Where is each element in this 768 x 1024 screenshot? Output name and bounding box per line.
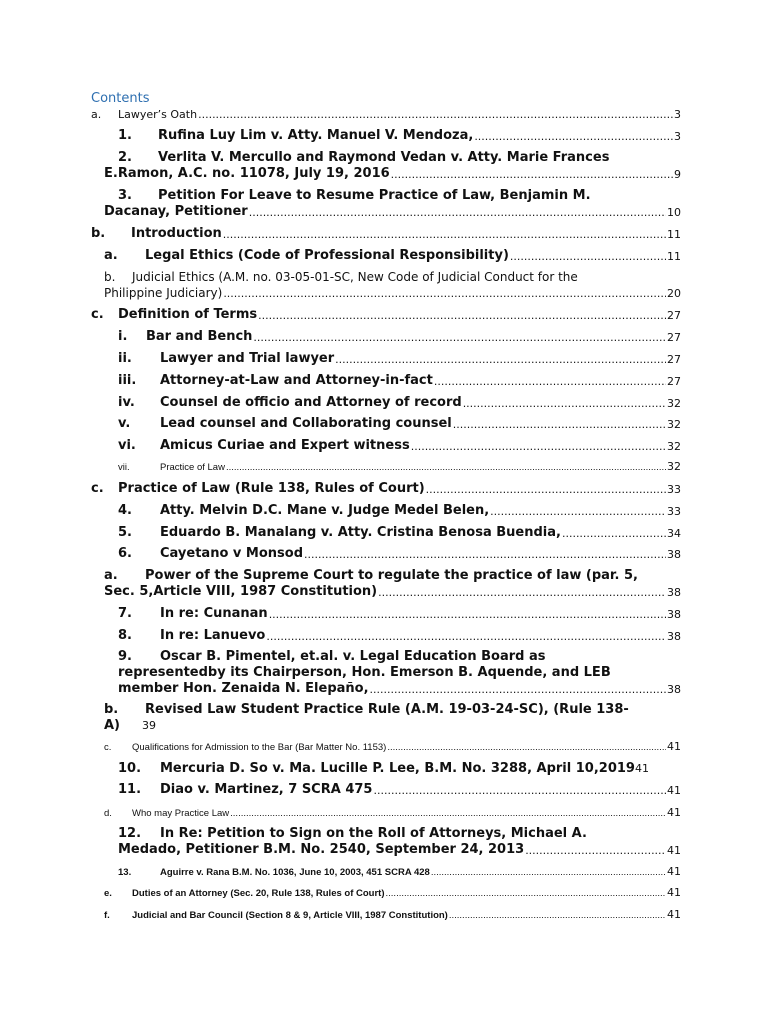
entry-number: a. xyxy=(104,248,118,263)
entry-number: 2. xyxy=(118,150,132,165)
dot-leader xyxy=(266,630,666,643)
entry-title: Definition of Terms xyxy=(118,307,258,322)
dot-leader xyxy=(373,784,666,797)
dot-leader xyxy=(426,483,666,496)
entry-number: i. xyxy=(118,329,128,344)
entry-title: Judicial and Bar Council (Section 8 & 9, Article VIII, 1987 Constitution) xyxy=(132,910,448,921)
entry-page: 34 xyxy=(667,527,681,540)
entry-page: 41 xyxy=(667,740,681,753)
entry-page: 27 xyxy=(667,331,681,344)
entry-page: 32 xyxy=(667,397,681,410)
toc-entry[interactable] xyxy=(118,416,681,431)
entry-number: 7. xyxy=(118,606,132,621)
entry-number: 5. xyxy=(118,525,132,540)
toc-entry-first-line[interactable] xyxy=(104,702,629,717)
entry-page: 41 xyxy=(667,784,681,797)
entry-title: Qualifications for Admission to the Bar (Bar Matter No. 1153) xyxy=(132,742,387,753)
toc-entry[interactable] xyxy=(118,460,681,473)
dot-leader xyxy=(386,888,666,899)
entry-number: c. xyxy=(91,481,104,496)
toc-entry[interactable] xyxy=(104,740,681,753)
toc-entry[interactable] xyxy=(118,842,681,857)
entry-title: Oscar B. Pimentel, et.al. v. Legal Education Board as xyxy=(160,649,546,664)
dot-leader xyxy=(387,742,666,753)
entry-title: Lawyer and Trial lawyer xyxy=(160,351,335,366)
toc-entry[interactable] xyxy=(104,166,681,181)
dot-leader xyxy=(249,206,666,219)
entry-page: 33 xyxy=(667,505,681,518)
entry-title: Aguirre v. Rana B.M. No. 1036, June 10, 2003, 451 SCRA 428 xyxy=(160,867,430,878)
toc-entry[interactable] xyxy=(91,307,681,322)
dot-leader xyxy=(562,527,666,540)
entry-number: vii. xyxy=(118,462,130,473)
toc-entry[interactable] xyxy=(91,108,681,121)
entry-page: 38 xyxy=(667,548,681,561)
entry-title-cont: Philippine Judiciary) xyxy=(104,286,223,300)
entry-page: 27 xyxy=(667,353,681,366)
toc-entry-first-line[interactable] xyxy=(118,150,609,165)
toc-entry-first-line[interactable] xyxy=(118,649,546,664)
entry-number: 3. xyxy=(118,188,132,203)
entry-page: 9 xyxy=(674,168,681,181)
entry-number: b. xyxy=(91,226,106,241)
entry-title: Legal Ethics (Code of Professional Responsibility) xyxy=(145,248,509,263)
dot-leader xyxy=(434,375,666,388)
toc-entry[interactable] xyxy=(118,782,681,797)
entry-page: 3 xyxy=(674,108,681,121)
toc-entry[interactable] xyxy=(118,525,681,540)
dot-leader xyxy=(370,683,666,696)
toc-entry[interactable] xyxy=(91,481,681,496)
dot-leader xyxy=(253,331,666,344)
toc-entry[interactable] xyxy=(104,806,681,819)
entry-title: Verlita V. Mercullo and Raymond Vedan v. Atty. Marie Frances xyxy=(158,150,610,165)
entry-number: 6. xyxy=(118,546,132,561)
dot-leader xyxy=(378,586,666,599)
entry-number: 8. xyxy=(118,628,132,643)
entry-number: v. xyxy=(118,416,131,431)
dot-leader xyxy=(510,250,666,263)
dot-leader xyxy=(269,608,666,621)
entry-page: 32 xyxy=(667,418,681,431)
dot-leader xyxy=(226,462,666,473)
toc-title: Contents xyxy=(91,91,150,106)
entry-number: 13. xyxy=(118,867,132,878)
entry-title: Introduction xyxy=(131,226,222,241)
entry-number: c. xyxy=(104,742,112,753)
toc-entry[interactable] xyxy=(118,865,681,878)
entry-page: 38 xyxy=(667,608,681,621)
dot-leader xyxy=(335,353,666,366)
toc-entry[interactable] xyxy=(104,248,681,263)
toc-entry[interactable] xyxy=(104,286,681,300)
entry-title: Attorney-at-Law and Attorney-in-fact xyxy=(160,373,433,388)
entry-number: 1. xyxy=(118,128,132,143)
entry-number: e. xyxy=(104,888,112,899)
entry-page: 38 xyxy=(667,586,681,599)
entry-number: a. xyxy=(91,108,102,121)
entry-title-cont: Dacanay, Petitioner xyxy=(104,204,248,219)
entry-page: 11 xyxy=(667,228,681,241)
toc-entry[interactable] xyxy=(118,373,681,388)
entry-title-cont: member Hon. Zenaida N. Elepaño, xyxy=(118,681,369,696)
toc-entry[interactable] xyxy=(104,204,681,219)
entry-page: 41 xyxy=(634,762,649,775)
entry-page: 27 xyxy=(667,375,681,388)
toc-entry[interactable] xyxy=(118,351,681,366)
entry-title: Cayetano v Monsod xyxy=(160,546,303,561)
entry-number: vi. xyxy=(118,438,136,453)
entry-title: Bar and Bench xyxy=(146,329,253,344)
entry-title: Eduardo B. Manalang v. Atty. Cristina Benosa Buendia, xyxy=(160,525,561,540)
entry-page: 10 xyxy=(667,206,681,219)
entry-page: 33 xyxy=(667,483,681,496)
entry-page: 32 xyxy=(667,440,681,453)
toc-entry[interactable] xyxy=(118,628,681,643)
dot-leader xyxy=(258,309,666,322)
entry-title: Diao v. Martinez, 7 SCRA 475 xyxy=(160,782,373,797)
dot-leader xyxy=(391,168,673,181)
entry-page: 3 xyxy=(674,130,681,143)
toc-entry[interactable] xyxy=(104,908,681,921)
toc-entry[interactable] xyxy=(118,681,681,696)
dot-leader xyxy=(449,910,666,921)
entry-page: 38 xyxy=(667,630,681,643)
entry-page: 27 xyxy=(667,309,681,322)
entry-page: 20 xyxy=(667,287,681,300)
entry-page: 41 xyxy=(667,908,681,921)
entry-page: 41 xyxy=(667,865,681,878)
entry-number: c. xyxy=(91,307,104,322)
entry-title: Duties of an Attorney (Sec. 20, Rule 138, Rules of Court) xyxy=(132,888,385,899)
entry-number: ii. xyxy=(118,351,132,366)
dot-leader xyxy=(198,108,673,121)
entry-number: iii. xyxy=(118,373,137,388)
dot-leader xyxy=(304,548,666,561)
entry-page: 39 xyxy=(142,719,157,732)
entry-title: Revised Law Student Practice Rule (A.M. 19-03-24-SC), (Rule 138- xyxy=(145,702,629,717)
entry-title: Rufina Luy Lim v. Atty. Manuel V. Mendoza, xyxy=(158,128,474,143)
entry-title: Practice of Law (Rule 138, Rules of Court) xyxy=(118,481,425,496)
toc-entry[interactable] xyxy=(118,329,681,344)
entry-title-cont: Medado, Petitioner B.M. No. 2540, September 24, 2013 xyxy=(118,842,525,857)
toc-entry[interactable] xyxy=(104,584,681,599)
toc-entry[interactable] xyxy=(118,128,681,143)
toc-entry[interactable] xyxy=(104,718,156,733)
entry-number: 12. xyxy=(118,826,142,841)
toc-entry[interactable] xyxy=(118,438,681,453)
dot-leader xyxy=(431,867,666,878)
dot-leader xyxy=(490,505,666,518)
entry-title: Amicus Curiae and Expert witness xyxy=(160,438,410,453)
toc-entry[interactable] xyxy=(118,395,681,410)
toc-entry[interactable] xyxy=(118,546,681,561)
dot-leader xyxy=(411,440,666,453)
entry-page: 41 xyxy=(667,844,681,857)
toc-entry-first-line[interactable] xyxy=(104,270,578,284)
toc-entry[interactable] xyxy=(104,886,681,899)
entry-title: Counsel de officio and Attorney of record xyxy=(160,395,462,410)
dot-leader xyxy=(223,228,666,241)
toc-entry[interactable] xyxy=(118,503,681,518)
entry-page: 41 xyxy=(667,886,681,899)
entry-title: Who may Practice Law xyxy=(132,808,230,819)
entry-title: Lead counsel and Collaborating counsel xyxy=(160,416,452,431)
toc-entry[interactable] xyxy=(91,226,681,241)
dot-leader xyxy=(525,844,666,857)
dot-leader xyxy=(453,418,666,431)
entry-number: 11. xyxy=(118,782,142,797)
toc-entry-first-line[interactable] xyxy=(118,188,591,203)
entry-number: 9. xyxy=(118,649,132,664)
dot-leader xyxy=(474,130,673,143)
entry-number: d. xyxy=(104,808,112,819)
entry-title: Power of the Supreme Court to regulate the practice of law (par. 5, xyxy=(145,568,638,583)
dot-leader xyxy=(463,397,666,410)
entry-number: 4. xyxy=(118,503,132,518)
entry-title-cont: A) xyxy=(104,718,121,733)
toc-entry-first-line[interactable] xyxy=(104,568,638,583)
entry-title-cont: Sec. 5,Article VIII, 1987 Constitution) xyxy=(104,584,378,599)
entry-number: b. xyxy=(104,702,119,717)
entry-number: f. xyxy=(104,910,110,921)
dot-leader xyxy=(230,808,666,819)
entry-number: b. xyxy=(104,270,116,284)
entry-title: Petition For Leave to Resume Practice of Law, Benjamin M. xyxy=(158,188,591,203)
entry-page: 38 xyxy=(667,683,681,696)
entry-title-cont: E.Ramon, A.C. no. 11078, July 19, 2016 xyxy=(104,166,390,181)
entry-number: 10. xyxy=(118,761,142,776)
entry-title: Lawyer’s Oath xyxy=(118,108,198,121)
entry-number: iv. xyxy=(118,395,135,410)
entry-title: Mercuria D. So v. Ma. Lucille P. Lee, B.M. No. 3288, April 10,2019 xyxy=(160,761,635,776)
entry-page: 41 xyxy=(667,806,681,819)
entry-page: 32 xyxy=(667,460,681,473)
toc-entry[interactable] xyxy=(118,606,681,621)
entry-title: Atty. Melvin D.C. Mane v. Judge Medel Belen, xyxy=(160,503,490,518)
entry-title: In Re: Petition to Sign on the Roll of Attorneys, Michael A. xyxy=(160,826,587,841)
entry-page: 11 xyxy=(667,250,681,263)
toc-entry[interactable] xyxy=(118,761,649,776)
entry-title: In re: Lanuevo xyxy=(160,628,266,643)
entry-title: In re: Cunanan xyxy=(160,606,268,621)
entry-title: Judicial Ethics (A.M. no. 03-05-01-SC, New Code of Judicial Conduct for the xyxy=(132,270,578,284)
entry-number: a. xyxy=(104,568,118,583)
entry-title: Practice of Law xyxy=(160,462,225,473)
entry-title-cont: representedby its Chairperson, Hon. Emerson B. Aquende, and LEB xyxy=(118,665,611,680)
dot-leader xyxy=(223,287,666,300)
toc-entry-first-line[interactable] xyxy=(118,826,587,841)
